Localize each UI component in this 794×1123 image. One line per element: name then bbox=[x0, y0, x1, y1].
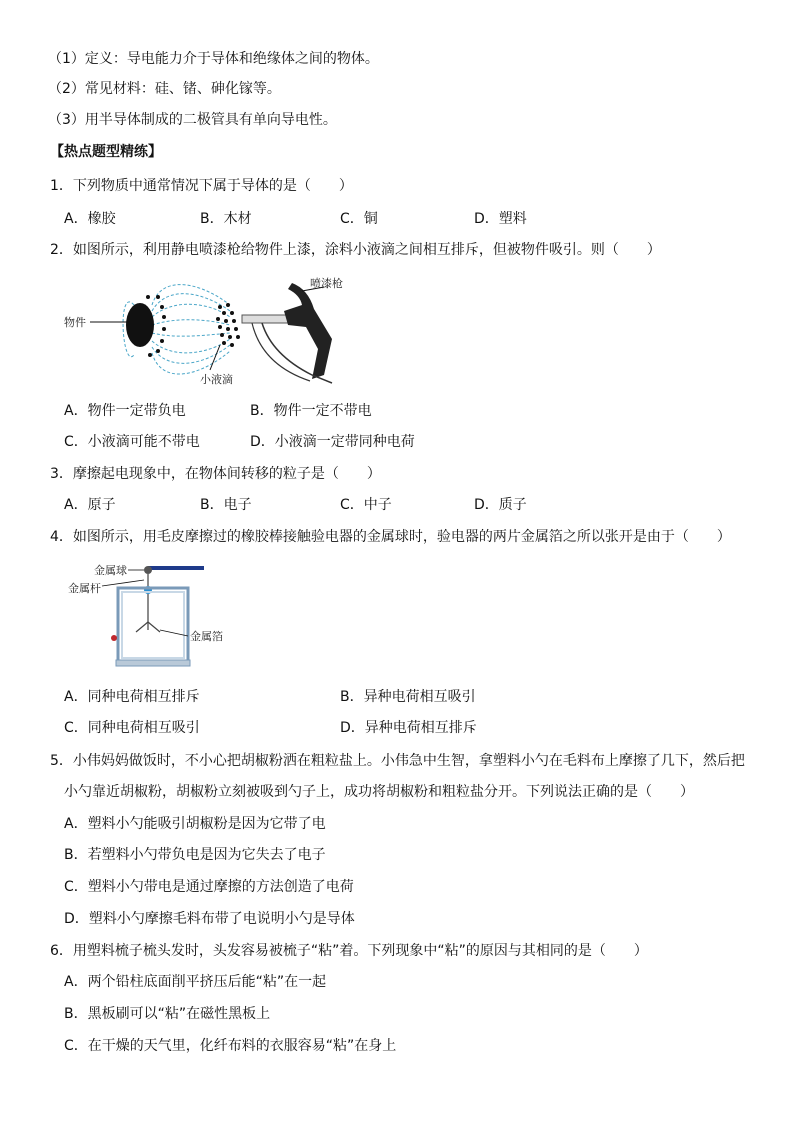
q6-option-b: B．黑板刷可以“粘”在磁性黑板上 bbox=[64, 1006, 271, 1022]
object-label: 物件 bbox=[64, 316, 86, 329]
q4-option-d: D．异种电荷相互排斥 bbox=[340, 720, 477, 736]
electroscope-jar bbox=[118, 588, 188, 662]
question-2-stem: 2．如图所示，利用静电喷漆枪给物件上漆，涂料小液滴之间相互排斥，但被物件吸引。则（ ） bbox=[50, 242, 661, 258]
q1-option-d: D．塑料 bbox=[474, 211, 527, 227]
q3-option-b: B．电子 bbox=[200, 497, 252, 513]
question-5-stem-line2: 小勺靠近胡椒粉，胡椒粉立刻被吸到勺子上，成功将胡椒粉和粗粒盐分开。下列说法正确的是（ ） bbox=[64, 784, 694, 800]
q5-option-b: B．若塑料小勺带负电是因为它失去了电子 bbox=[64, 847, 326, 863]
question-4-stem: 4．如图所示，用毛皮摩擦过的橡胶棒接触验电器的金属球时，验电器的两片金属箔之所以张开是由于（ ） bbox=[50, 529, 731, 545]
q3-option-d: D．质子 bbox=[474, 497, 527, 513]
metal-ball bbox=[144, 566, 152, 574]
metal-foil-label: 金属箔 bbox=[190, 630, 223, 643]
q5-option-c: C．塑料小勺带电是通过摩擦的方法创造了电荷 bbox=[64, 879, 354, 895]
electroscope-base bbox=[116, 660, 190, 666]
q5-option-a: A．塑料小勺能吸引胡椒粉是因为它带了电 bbox=[64, 816, 326, 832]
side-knob bbox=[111, 635, 117, 641]
question-6-stem: 6．用塑料梳子梳头发时，头发容易被梳子“粘”着。下列现象中“粘”的原因与其相同的是（ ） bbox=[50, 943, 648, 959]
rubber-rod bbox=[148, 566, 204, 570]
object-shape bbox=[126, 303, 154, 347]
q2-option-d: D．小液滴一定带同种电荷 bbox=[250, 434, 415, 450]
intro-diode: （3）用半导体制成的二极管具有单向导电性。 bbox=[48, 112, 337, 128]
section-title: 【热点题型精练】 bbox=[50, 144, 162, 160]
q1-option-c: C．铜 bbox=[340, 211, 378, 227]
q4-option-a: A．同种电荷相互排斥 bbox=[64, 689, 200, 705]
foil-left bbox=[136, 622, 148, 632]
q3-option-c: C．中子 bbox=[340, 497, 392, 513]
gun-label: 喷漆枪 bbox=[310, 277, 343, 290]
droplet-label: 小液滴 bbox=[200, 373, 233, 386]
metal-rod-label: 金属杆 bbox=[68, 582, 101, 595]
q4-option-b: B．异种电荷相互吸引 bbox=[340, 689, 476, 705]
gun-nozzle bbox=[242, 315, 288, 323]
metal-ball-label: 金属球 bbox=[94, 564, 127, 577]
foil-right bbox=[148, 622, 160, 632]
question-3-stem: 3．摩擦起电现象中，在物体间转移的粒子是（ ） bbox=[50, 466, 381, 482]
electroscope-figure bbox=[64, 560, 264, 672]
q2-option-c: C．小液滴可能不带电 bbox=[64, 434, 200, 450]
spray-gun-figure bbox=[62, 275, 352, 390]
question-5-stem-line1: 5．小伟妈妈做饭时，不小心把胡椒粉洒在粗粒盐上。小伟急中生智，拿塑料小勺在毛料布上摩擦了几下，然后把 bbox=[50, 753, 745, 769]
gun-body bbox=[284, 283, 332, 379]
q5-option-d: D．塑料小勺摩擦毛料布带了电说明小勺是导体 bbox=[64, 911, 355, 927]
q6-option-a: A．两个铅柱底面削平挤压后能“粘”在一起 bbox=[64, 974, 327, 990]
question-1-stem: 1．下列物质中通常情况下属于导体的是（ ） bbox=[50, 178, 353, 194]
intro-materials: （2）常见材料：硅、锗、砷化镓等。 bbox=[48, 81, 281, 97]
q2-option-b: B．物件一定不带电 bbox=[250, 403, 372, 419]
q2-option-a: A．物件一定带负电 bbox=[64, 403, 186, 419]
q1-option-b: B．木材 bbox=[200, 211, 252, 227]
q1-option-a: A．橡胶 bbox=[64, 211, 116, 227]
intro-definition: （1）定义：导电能力介于导体和绝缘体之间的物体。 bbox=[48, 51, 379, 67]
q4-option-c: C．同种电荷相互吸引 bbox=[64, 720, 200, 736]
q3-option-a: A．原子 bbox=[64, 497, 116, 513]
q6-option-c: C．在干燥的天气里，化纤布料的衣服容易“粘”在身上 bbox=[64, 1038, 397, 1054]
